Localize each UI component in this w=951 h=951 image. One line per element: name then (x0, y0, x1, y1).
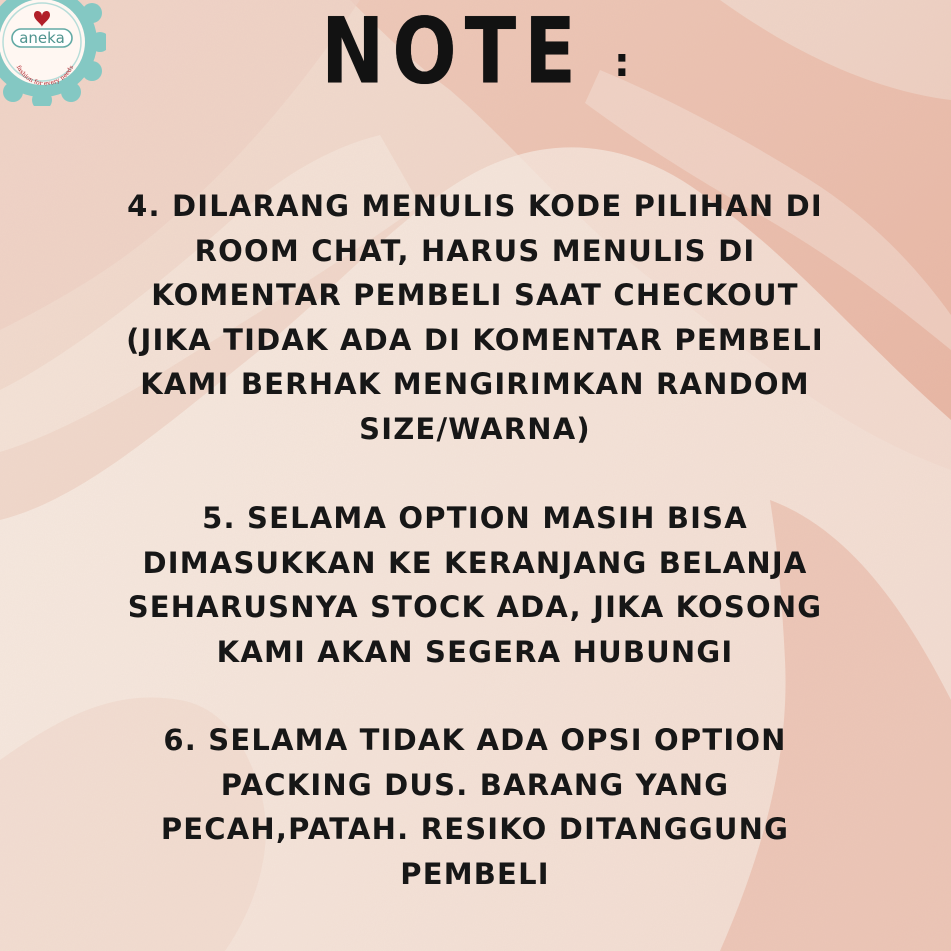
page-title: NOTE (321, 0, 584, 104)
title-row (0, 0, 951, 110)
logo-brand-text: aneka (19, 29, 65, 47)
note-item-5: 5. SELAMA OPTION MASIH BISA DIMASUKKAN KE KERANJANG BELANJA SEHARUSNYA STOCK ADA, JIKA KOSONG KAMI AKAN SEGERA HUBUNGI (127, 501, 823, 669)
note-item-4: 4. DILARANG MENULIS KODE PILIHAN DI ROOM CHAT, HARUS MENULIS DI KOMENTAR PEMBELI SAAT CHECKOUT (JIKA TIDAK ADA DI KOMENTAR PEMBELI KAMI BERHAK MENGIRIMKAN RANDOM SIZE/WARNA) (126, 189, 824, 446)
title-colon: : (613, 40, 630, 86)
note-item-6: 6. SELAMA TIDAK ADA OPSI OPTION PACKING DUS. BARANG YANG PECAH,PATAH. RESIKO DITANGGUNG PEMBELI (160, 723, 790, 891)
logo-tagline: fashion for every needs (14, 64, 76, 88)
